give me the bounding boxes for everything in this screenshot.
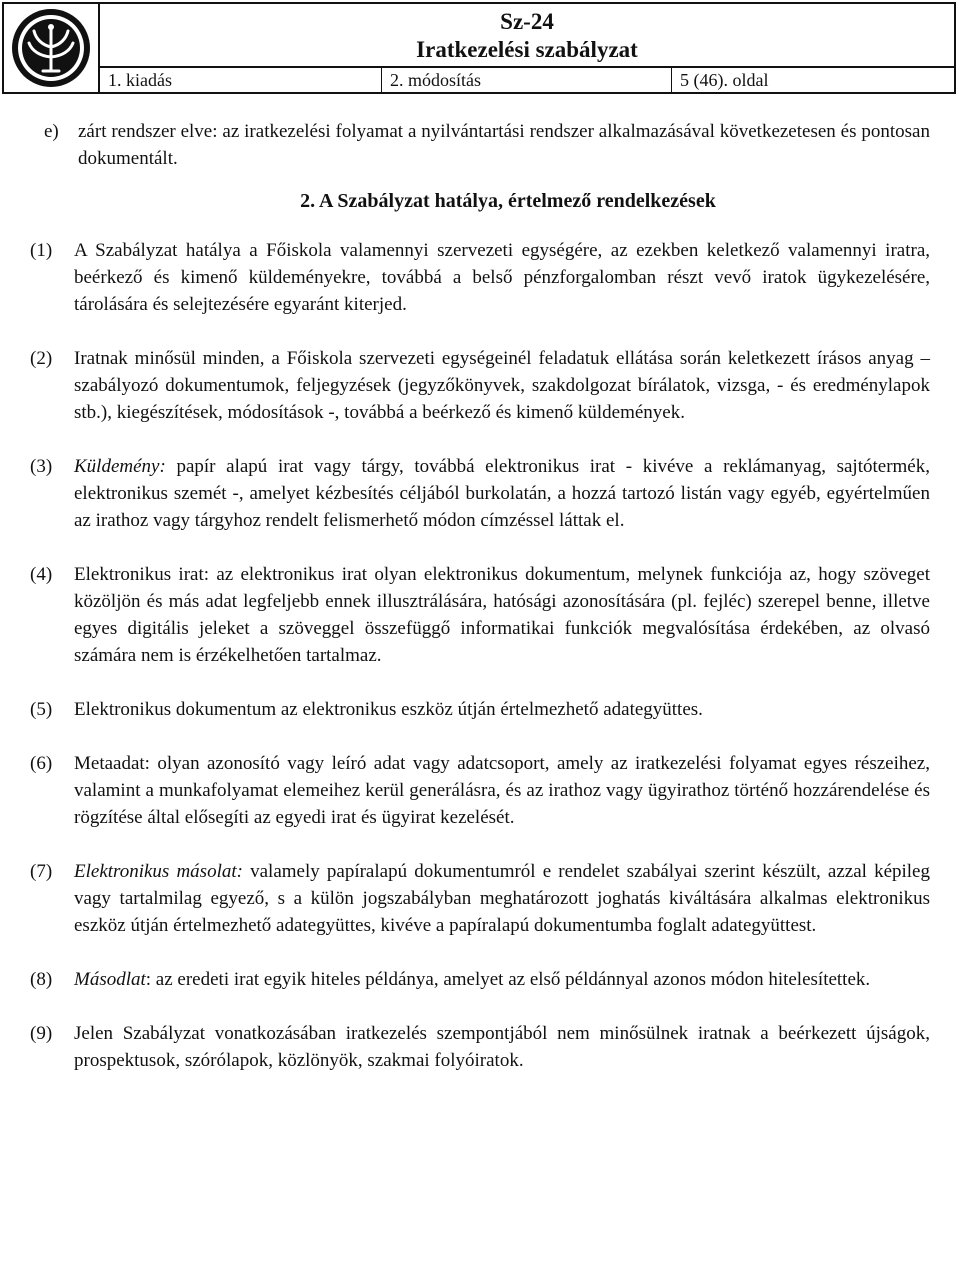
list-item-label: e) <box>44 121 59 142</box>
title-block <box>100 4 954 68</box>
paragraph-text: Metaadat: olyan azonosító vagy leíró adat vagy adatcsoport, amely az iratkezelési folyamat egyes részeihez, valamint a munkafolyamat elemeihez kerül generálásra, és az irathoz vagy ügyirathoz történő hozzárendelése és rögzítése által elősegíti az egyedi irat és ügyirat kezelését. <box>74 753 930 828</box>
paragraph-text <box>74 453 930 534</box>
defined-term: Elektronikus másolat: <box>74 861 243 882</box>
paragraph-text: Elektronikus dokumentum az elektronikus eszköz útján értelmezhető adategyüttes. <box>74 699 703 720</box>
paragraph-number: (9) <box>30 1023 53 1044</box>
college-logo-icon <box>10 7 92 89</box>
paragraph-number: (8) <box>30 969 53 990</box>
revision-label: 2. módosítás <box>382 68 672 92</box>
document-code: Sz-24 <box>500 9 554 34</box>
paragraph-4 <box>30 561 930 669</box>
page-number: 5 (46). oldal <box>680 70 769 90</box>
paragraph-text <box>74 966 930 993</box>
definition-text: valamely papíralapú dokumentumról e rendelet szabályai szerint készült, azzal képileg vagy tartalmilag egyező, s a külön jogszabályban meghatározott joghatás kiváltására alkalmas elektronikus eszköz útján értelmezhető adategyüttes, kivéve a papíralapú dokumentumba foglalt adategyüttest. <box>74 861 930 936</box>
defined-term: Küldemény: <box>74 456 166 477</box>
list-item-e <box>30 118 930 172</box>
paragraph-text <box>74 858 930 939</box>
paragraph-number: (6) <box>30 753 53 774</box>
definition-text: : az eredeti irat egyik hiteles példánya, amelyet az első példánnyal azonos módon hitelesítettek. <box>145 969 871 990</box>
paragraph-number: (4) <box>30 564 53 585</box>
definition-text: papír alapú irat vagy tárgy, továbbá elektronikus irat - kivéve a reklámanyag, sajtótermék, elektronikus szemét -, amelyet kézbesítés céljából burkolatán, a hozzá tartozó listán vagy egyéb, egyértelműen az irathoz vagy tárgyhoz rendelt felismerhető módon címzéssel láttak el. <box>74 456 930 531</box>
paragraph-1 <box>30 237 930 318</box>
list-item-text: zárt rendszer elve: az iratkezelési folyamat a nyilvántartási rendszer alkalmazásával következetesen és pontosan dokumentált. <box>78 121 930 169</box>
defined-term: Másodlat <box>74 969 146 990</box>
paragraph-8 <box>30 966 930 993</box>
paragraph-2 <box>30 345 930 426</box>
paragraph-9 <box>30 1020 930 1074</box>
section-heading: 2. A Szabályzat hatálya, értelmező rendelkezések <box>300 190 716 212</box>
paragraph-text: Elektronikus irat: az elektronikus irat olyan elektronikus dokumentum, melynek funkciója az, hogy szöveget közöljön és más adat legfeljebb ennek illusztrálására, hatósági azonosítására (pl. fejléc) szerepel benne, illetve egyes digitális jeleket a szöveggel összefüggő informatikai funkciók megvalósítása érdekében, az olvasó számára nem is érzékelhetően tartalmaz. <box>74 564 930 666</box>
paragraph-number: (2) <box>30 348 53 369</box>
paragraph-number: (7) <box>30 861 53 882</box>
paragraph-6 <box>30 750 930 831</box>
logo-cell <box>4 4 100 92</box>
paragraph-number: (5) <box>30 699 53 720</box>
paragraph-3 <box>30 453 930 534</box>
paragraph-5 <box>30 696 930 723</box>
document-meta-row <box>100 68 954 92</box>
document-title: Iratkezelési szabályzat <box>416 37 638 62</box>
paragraph-number: (1) <box>30 240 53 261</box>
paragraph-number: (3) <box>30 456 53 477</box>
edition-label: 1. kiadás <box>100 68 382 92</box>
document-body <box>30 118 930 1101</box>
paragraph-7 <box>30 858 930 939</box>
paragraph-text: Iratnak minősül minden, a Főiskola szervezeti egységeinél feladatuk ellátása során keletkezett írásos anyag – szabályozó dokumentumok, feljegyzések (jegyzőkönyvek, szakdolgozat bírálatok, vizsga, - és eredménylapok stb.), kiegészítések, módosítások -, továbbá a beérkező és kimenő küldemények. <box>74 348 930 423</box>
paragraph-text: A Szabályzat hatálya a Főiskola valamennyi szervezeti egységére, az ezekben keletkező valamennyi iratra, beérkező és kimenő küldeményekre, továbbá a belső pénzforgalomban részt vevő iratok ügykezelésére, tárolására és selejtezésére egyaránt kiterjed. <box>74 240 930 315</box>
document-header <box>2 2 956 94</box>
paragraph-text: Jelen Szabályzat vonatkozásában iratkezelés szempontjából nem minősülnek iratnak a beérkezett újságok, prospektusok, szórólapok, közlönyök, szakmai folyóiratok. <box>74 1023 930 1071</box>
